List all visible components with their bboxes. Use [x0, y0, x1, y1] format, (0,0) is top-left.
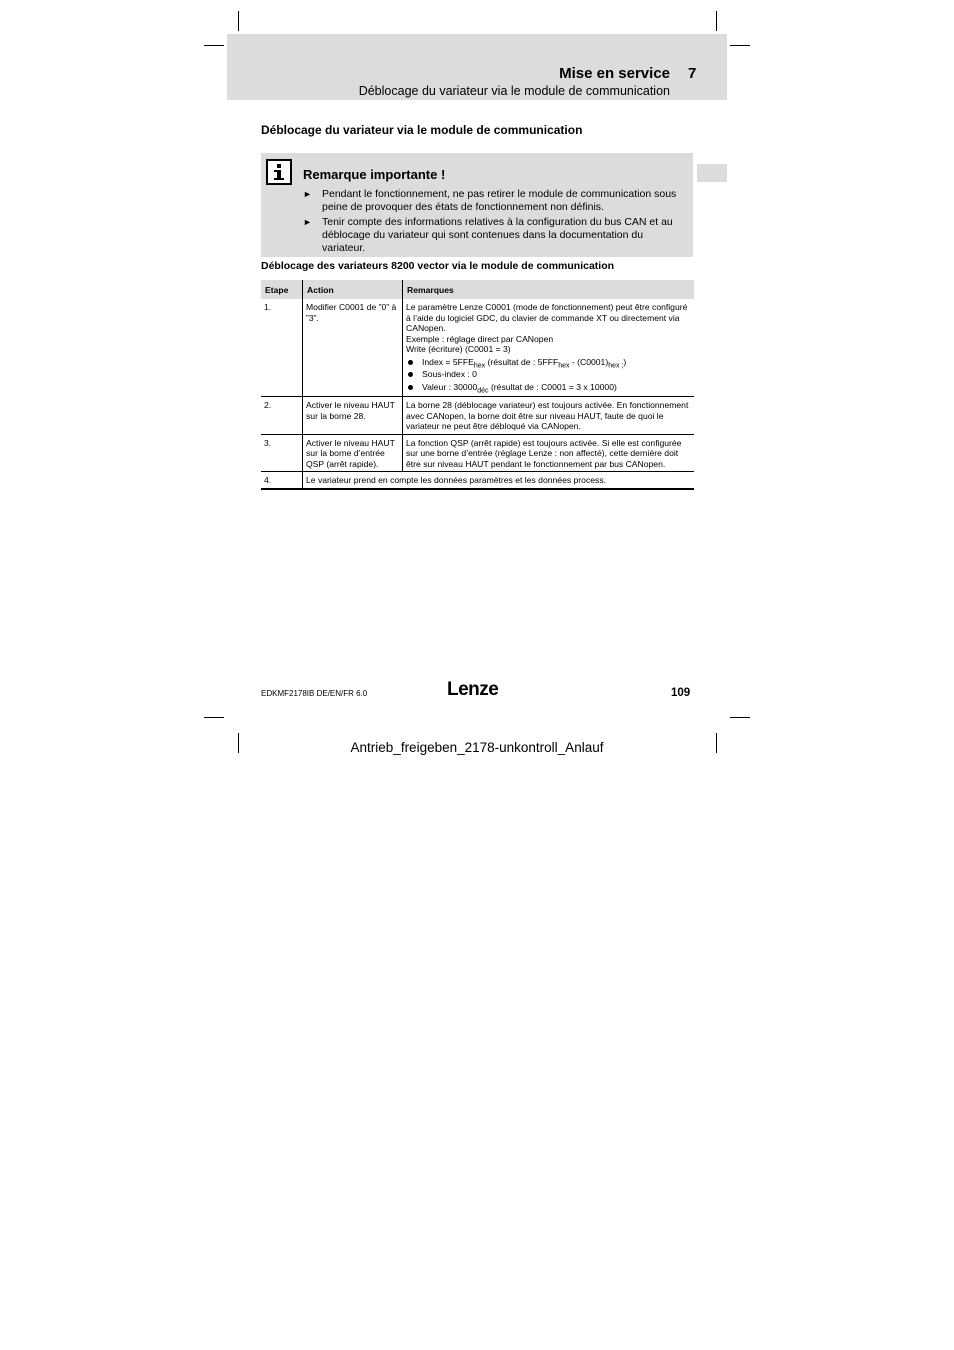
remarks-cell: La borne 28 (déblocage variateur) est toujours activée. En fonctionnement avec CANopen, la borne doit être sur niveau HAUT, faute de quoi le variateur ne peut être débloqué via CANopen. — [403, 397, 695, 435]
crop-mark — [730, 45, 750, 46]
page-number: 109 — [671, 687, 691, 699]
chapter-side-tab — [697, 164, 727, 182]
arrow-right-icon: ► — [303, 217, 312, 227]
action-cell: Modifier C0001 de ”0” à ”3”. — [303, 299, 403, 397]
procedure-table — [261, 280, 694, 490]
table-heading: Déblocage des variateurs 8200 vector via le module de communication — [261, 260, 615, 272]
action-cell: Activer le niveau HAUT sur la borne 28. — [303, 397, 403, 435]
table-row — [261, 472, 694, 489]
remark-line: Write (écriture) (C0001 = 3) — [406, 344, 511, 354]
chapter-number: 7 — [688, 65, 697, 82]
note-item-text: Tenir compte des informations relatives à la configuration du bus CAN et au déblocage du variateur qui sont contenues dans la documentation du variateur. — [322, 216, 673, 254]
list-item: Sous-index : 0 — [406, 369, 691, 380]
note-item — [303, 188, 678, 214]
remarks-cell: La fonction QSP (arrêt rapide) est toujours activée. Si elle est configurée sur une borne d’entrée (réglage Lenze : non affecté), cette dernière doit être sur niveau HAUT pendant le fonctionnement par bus CANopen. — [403, 434, 695, 472]
step-cell: 2. — [261, 397, 303, 435]
remark-bullet-list — [406, 357, 691, 393]
lenze-logo: Lenze — [447, 679, 499, 700]
note-item-text: Pendant le fonctionnement, ne pas retirer le module de communication sous peine de provoquer des états de fonctionnement non définis. — [322, 188, 677, 213]
column-header: Etape — [261, 280, 303, 299]
remark-line: Exemple : réglage direct par CANopen — [406, 333, 554, 344]
table-row — [261, 434, 694, 472]
remarks-cell — [403, 299, 695, 397]
crop-mark — [716, 11, 717, 31]
action-cell: Activer le niveau HAUT sur la borne d’entrée QSP (arrêt rapide). — [303, 434, 403, 472]
table-header-row — [261, 280, 694, 299]
header-title: Mise en service — [559, 65, 670, 82]
list-item: Index = $5FFE_{hex}$ (résultat de : $5FFF_{hex} - (C0001)_{hex ;}$) — [406, 357, 691, 368]
header-subtitle: Déblocage du variateur via le module de communication — [358, 84, 670, 98]
full-width-cell: Le variateur prend en compte les données paramètres et les données process. — [303, 472, 695, 489]
crop-mark — [730, 717, 750, 718]
note-title: Remarque importante ! — [303, 167, 446, 182]
column-header: Action — [303, 280, 403, 299]
list-item: Valeur : $30000_{déc}$ (résultat de : C0001 = 3 x 10000) — [406, 382, 691, 393]
table-row — [261, 397, 694, 435]
remark-line: Le paramètre Lenze C0001 (mode de fonctionnement) peut être configuré à l’aide du logiciel GDC, du clavier de commande XT ou directement via CANopen. — [406, 302, 688, 333]
step-cell: 4. — [261, 472, 303, 489]
crop-mark — [238, 11, 239, 31]
step-cell: 3. — [261, 434, 303, 472]
table-row — [261, 299, 694, 397]
info-icon — [266, 159, 292, 185]
note-item — [303, 216, 678, 255]
crop-mark — [204, 45, 224, 46]
section-heading: Déblocage du variateur via le module de communication — [261, 123, 583, 137]
column-header: Remarques — [403, 280, 695, 299]
file-label: Antrieb_freigeben_2178-unkontroll_Anlauf — [350, 740, 604, 755]
crop-mark — [204, 717, 224, 718]
step-cell: 1. — [261, 299, 303, 397]
arrow-right-icon: ► — [303, 189, 312, 199]
document-code: EDKMF2178IB DE/EN/FR 6.0 — [261, 689, 368, 698]
